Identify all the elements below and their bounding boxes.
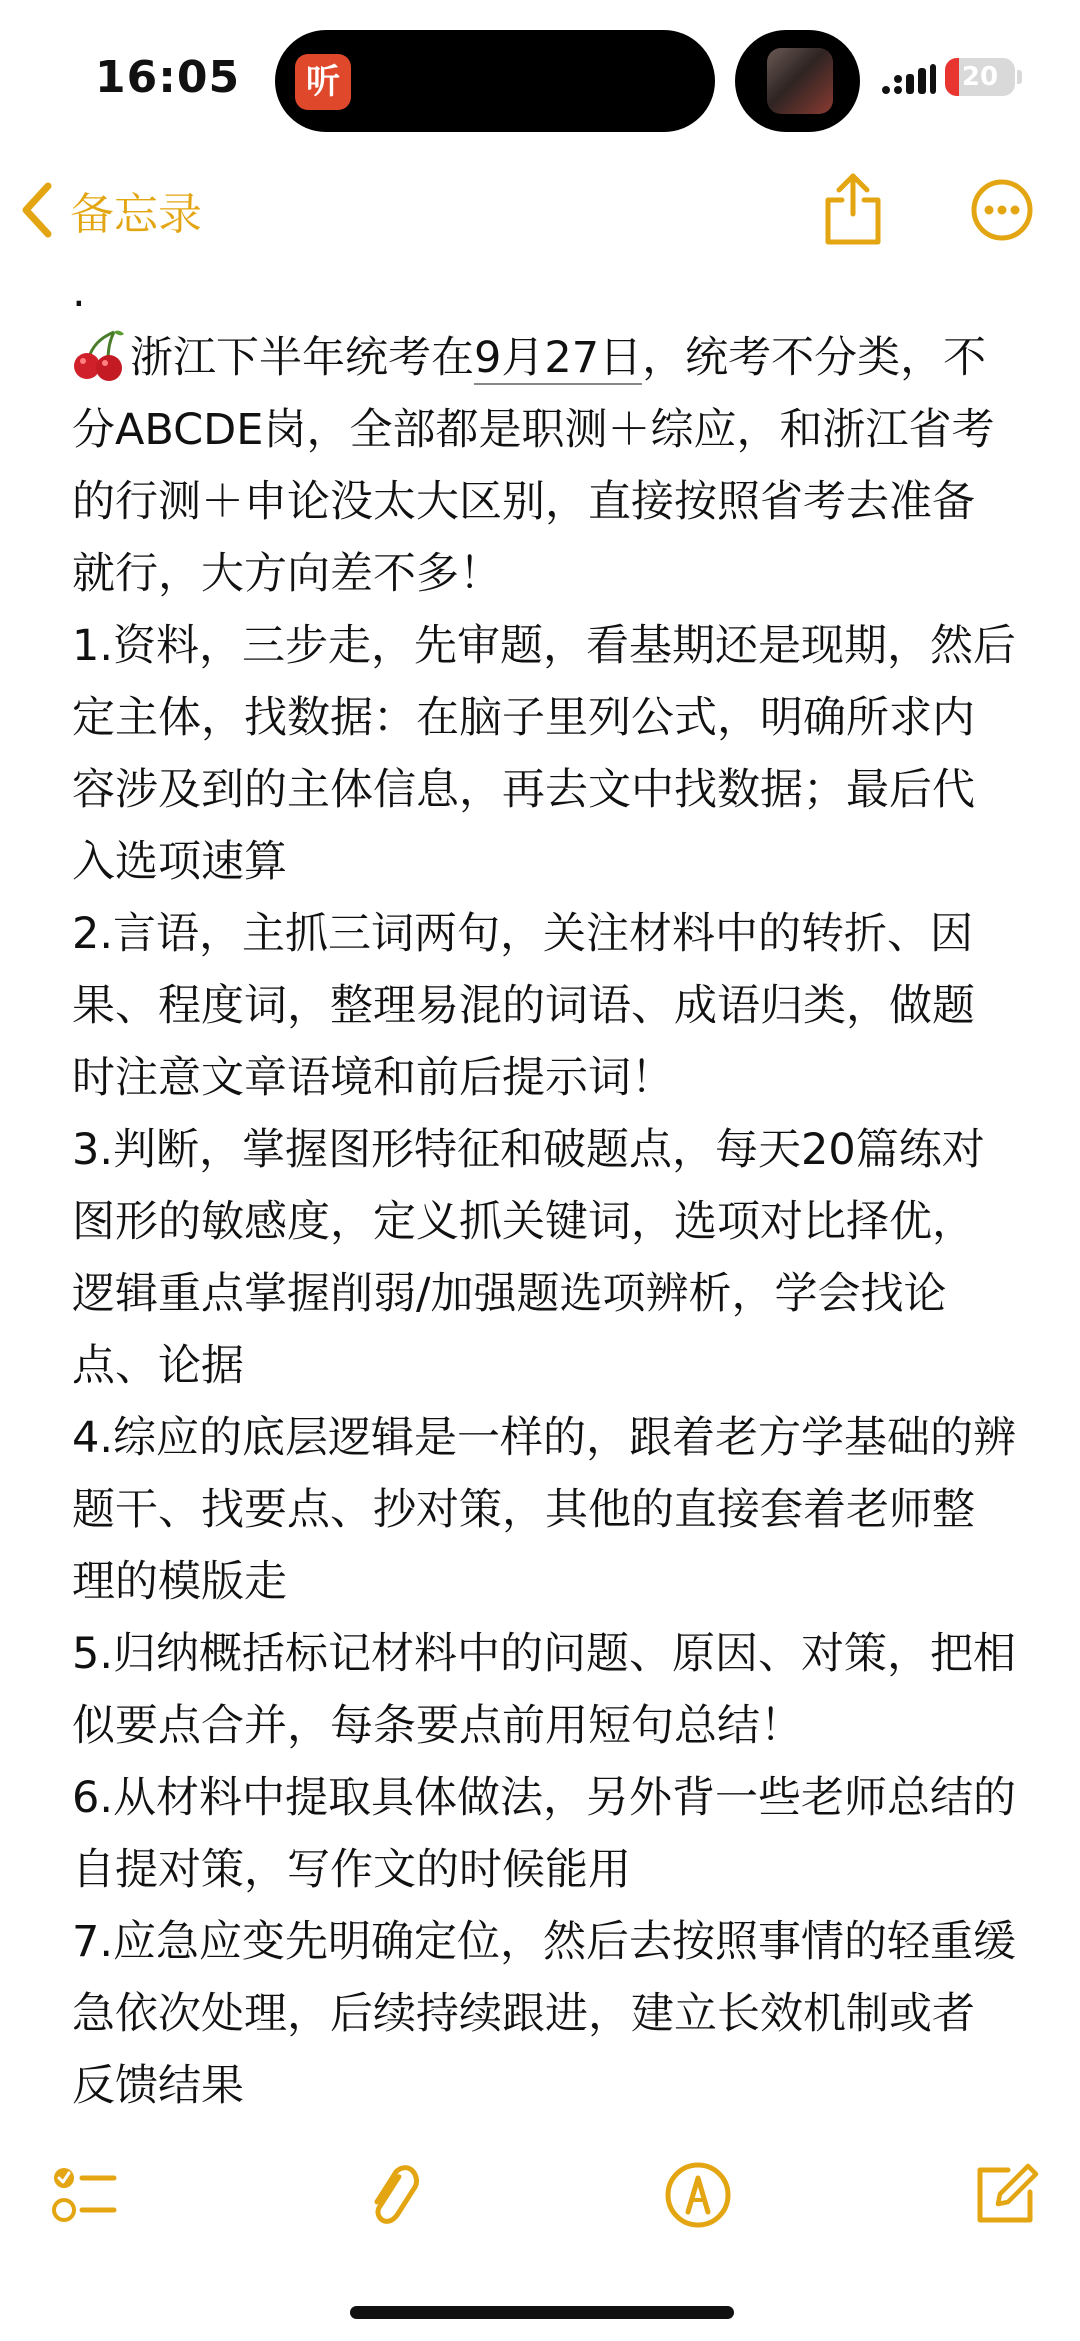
album-art-thumbnail bbox=[767, 48, 833, 114]
chevron-left-icon bbox=[20, 182, 54, 238]
intro-text-pre: 浙江下半年统考在 bbox=[130, 333, 474, 383]
back-button[interactable] bbox=[20, 175, 202, 245]
note-body[interactable] bbox=[72, 262, 1017, 2122]
compose-icon[interactable] bbox=[970, 2160, 1040, 2230]
home-indicator[interactable] bbox=[350, 2306, 734, 2319]
markup-icon[interactable] bbox=[663, 2160, 733, 2230]
back-label: 备忘录 bbox=[70, 189, 202, 240]
status-bar bbox=[0, 0, 1080, 160]
cherry-emoji-icon bbox=[72, 328, 126, 382]
dynamic-island[interactable] bbox=[275, 30, 715, 132]
exam-date-link[interactable]: 9月27日 bbox=[474, 333, 643, 383]
note-item-1: 1.资料，三步走，先审题，看基期还是现期，然后定主体，找数据：在脑子里列公式，明确所求内容涉及到的主体信息，再去文中找数据；最后代入选项速算 bbox=[72, 621, 1017, 887]
note-item-2: 2.言语，主抓三词两句，关注材料中的转折、因果、程度词，整理易混的词语、成语归类，做题时注意文章语境和前后提示词！ bbox=[72, 909, 975, 1103]
share-icon[interactable] bbox=[820, 170, 886, 246]
note-item-6: 6.从材料中提取具体做法，另外背一些老师总结的自提对策，写作文的时候能用 bbox=[72, 1773, 1017, 1895]
status-time: 16:05 bbox=[95, 52, 241, 103]
attachment-icon[interactable] bbox=[358, 2160, 428, 2230]
battery-terminal bbox=[1017, 70, 1022, 84]
note-dot: . bbox=[72, 267, 86, 317]
note-item-7: 7.应急应变先明确定位，然后去按照事情的轻重缓急依次处理，后续持续跟进，建立长效机制或者反馈结果 bbox=[72, 1917, 1017, 2111]
now-playing-island[interactable] bbox=[735, 30, 860, 132]
cellular-signal-icon bbox=[880, 62, 936, 96]
listening-app-icon[interactable]: 听 bbox=[295, 54, 351, 110]
note-item-3: 3.判断，掌握图形特征和破题点，每天20篇练对图形的敏感度，定义抓关键词，选项对比择优，逻辑重点掌握削弱/加强题选项辨析，学会找论点、论据 bbox=[72, 1125, 985, 1391]
note-item-4: 4.综应的底层逻辑是一样的，跟着老方学基础的辨题干、找要点、抄对策，其他的直接套着老师整理的模版走 bbox=[72, 1413, 1017, 1607]
more-icon[interactable] bbox=[970, 178, 1034, 242]
checklist-icon[interactable] bbox=[50, 2160, 120, 2230]
battery-level: 20 bbox=[961, 62, 999, 92]
intro-text-post: ，统考不分类，不分ABCDE岗，全部都是职测＋综应，和浙江省考的行测＋申论没太大区别，直接按照省考去准备就行，大方向差不多！ bbox=[72, 333, 995, 599]
note-intro bbox=[72, 322, 1017, 610]
note-item-5: 5.归纳概括标记材料中的问题、原因、对策，把相似要点合并，每条要点前用短句总结！ bbox=[72, 1629, 1017, 1751]
battery-indicator bbox=[945, 58, 1015, 96]
